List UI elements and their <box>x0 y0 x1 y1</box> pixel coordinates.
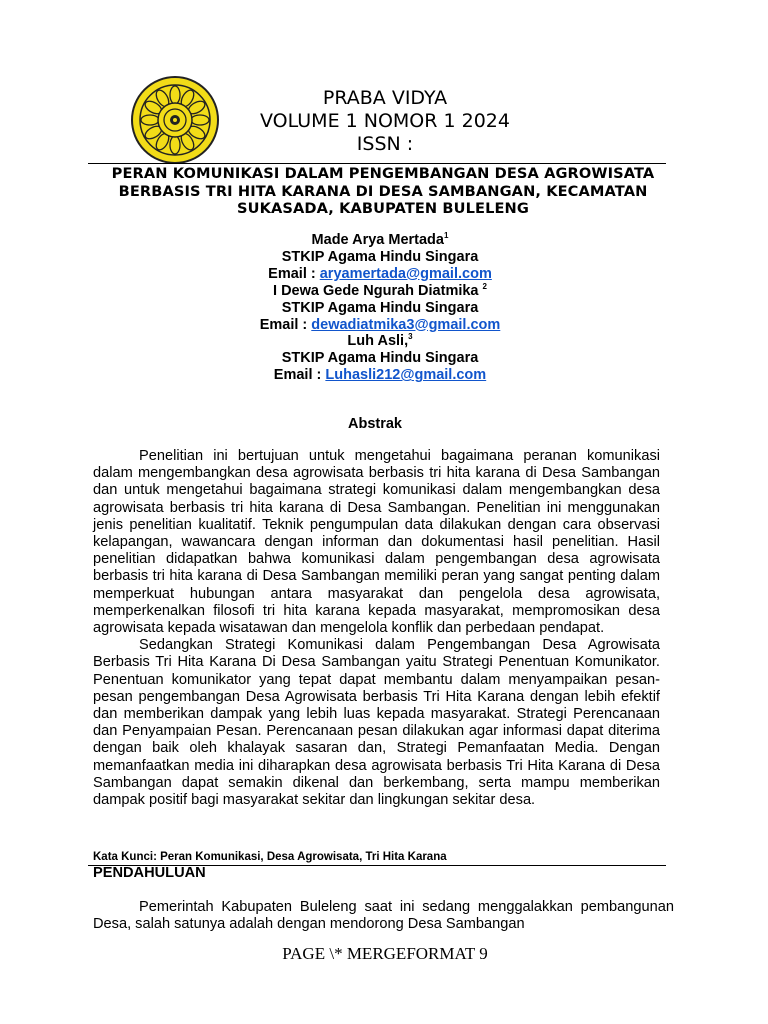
header-divider <box>88 163 666 164</box>
email-label: Email : <box>259 316 312 333</box>
author-affiliation: STKIP Agama Hindu Singara <box>281 248 479 265</box>
email-link[interactable]: dewadiatmika3@gmail.com <box>311 316 501 333</box>
introduction-paragraph: Pemerintah Kabupaten Buleleng saat ini sedang menggalakkan pembangunan Desa, salah satunya adalah dengan mendorong Desa Sambangan <box>93 899 674 933</box>
email-link[interactable]: Luhasli212@gmail.com <box>325 367 487 384</box>
paper-title: PERAN KOMUNIKASI DALAM PENGEMBANGAN DESA AGROWISATA BERBASIS TRI HITA KARANA DI DESA SAMBANGAN, KECAMATAN SUKASADA, KABUPATEN BULELENG <box>111 165 655 217</box>
author-1 <box>200 232 560 249</box>
author-affiliation: STKIP Agama Hindu Singara <box>281 299 479 316</box>
author-sup: 1 <box>443 231 449 240</box>
author-sup: 3 <box>408 332 413 342</box>
introduction-body <box>93 899 674 933</box>
journal-volume: VOLUME 1 NOMOR 1 2024 <box>260 110 510 132</box>
email-label: Email : <box>273 367 326 384</box>
university-emblem-logo <box>130 75 220 165</box>
abstract-heading: Abstrak <box>348 416 402 432</box>
journal-name: PRABA VIDYA <box>322 87 448 109</box>
abstract-paragraph-1: Penelitian ini bertujuan untuk mengetahui bagaimana peranan komunikasi dalam mengembangkan desa agrowisata berbasis tri hita karana di Desa Sambangan dan untuk mengetahui bagaimana strategi komunikasi dalam mengembangkan desa agrowisata berbasis tri hita karana di Desa Sambangan. Penelitian ini menggunakan jenis penelitian kualitatif. Teknik pengumpulan data dilakukan dengan cara observasi kelapangan, wawancara dengan informan dan dokumentasi hasil penelitian. Hasil penelitian didapatkan bahwa komunikasi dalam pengembangan desa agrowisata berbasis tri hita karana di Desa Sambangan memiliki peran yang sangat penting dalam memperkuat hubungan antara masyarakat dan pengelola desa agrowisata, memperkenalkan filosofi tri hita karana kepada masyarakat, mempromosikan desa agrowisata kepada wisatawan dan mengelola konflik dan perbedaan pendapat. <box>93 448 660 637</box>
keywords: Kata Kunci: Peran Komunikasi, Desa Agrowisata, Tri Hita Karana <box>93 851 447 863</box>
author-block <box>200 232 560 384</box>
page-footer-field: PAGE \* MERGEFORMAT 9 <box>282 944 488 963</box>
author-email-line <box>200 317 560 334</box>
introduction-heading: PENDAHULUAN <box>93 865 206 881</box>
author-name: I Dewa Gede Ngurah Diatmika <box>273 282 483 299</box>
author-2 <box>200 283 560 300</box>
author-name: Luh Asli, <box>347 333 409 350</box>
author-email-line <box>200 266 560 283</box>
author-email-line <box>200 367 560 384</box>
author-name: Made Arya Mertada <box>311 232 444 248</box>
email-link[interactable]: aryamertada@gmail.com <box>319 265 492 282</box>
journal-issn: ISSN : <box>356 133 414 155</box>
author-affiliation: STKIP Agama Hindu Singara <box>281 350 479 367</box>
abstract-paragraph-2: Sedangkan Strategi Komunikasi dalam Pengembangan Desa Agrowisata Berbasis Tri Hita Karana Di Desa Sambangan yaitu Strategi Penentuan Komunikator. Penentuan komunikator yang tepat dapat membantu dalam menyampaikan pesan-pesan pengembangan Desa Agrowisata berbasis Tri Hita Karana dengan lebih efektif dan memberikan dampak yang lebih luas kepada masyarakat. Strategi Perencanaan dan Penyampaian Pesan. Perencanaan pesan dilakukan agar informasi dapat diterima dengan baik oleh khalayak sasaran dan, Strategi Pemanfaatan Media. Dengan memanfaatkan media ini diharapkan desa agrowisata berbasis Tri Hita Karana di Desa Sambangan dapat semakin dikenal dan berkembang, serta mampu memberikan dampak positif bagi masyarakat sekitar dan lingkungan sekitar desa. <box>93 637 660 809</box>
email-label: Email : <box>268 265 320 282</box>
abstract-body <box>93 448 660 809</box>
author-3 <box>200 333 560 350</box>
author-sup: 2 <box>482 281 487 291</box>
